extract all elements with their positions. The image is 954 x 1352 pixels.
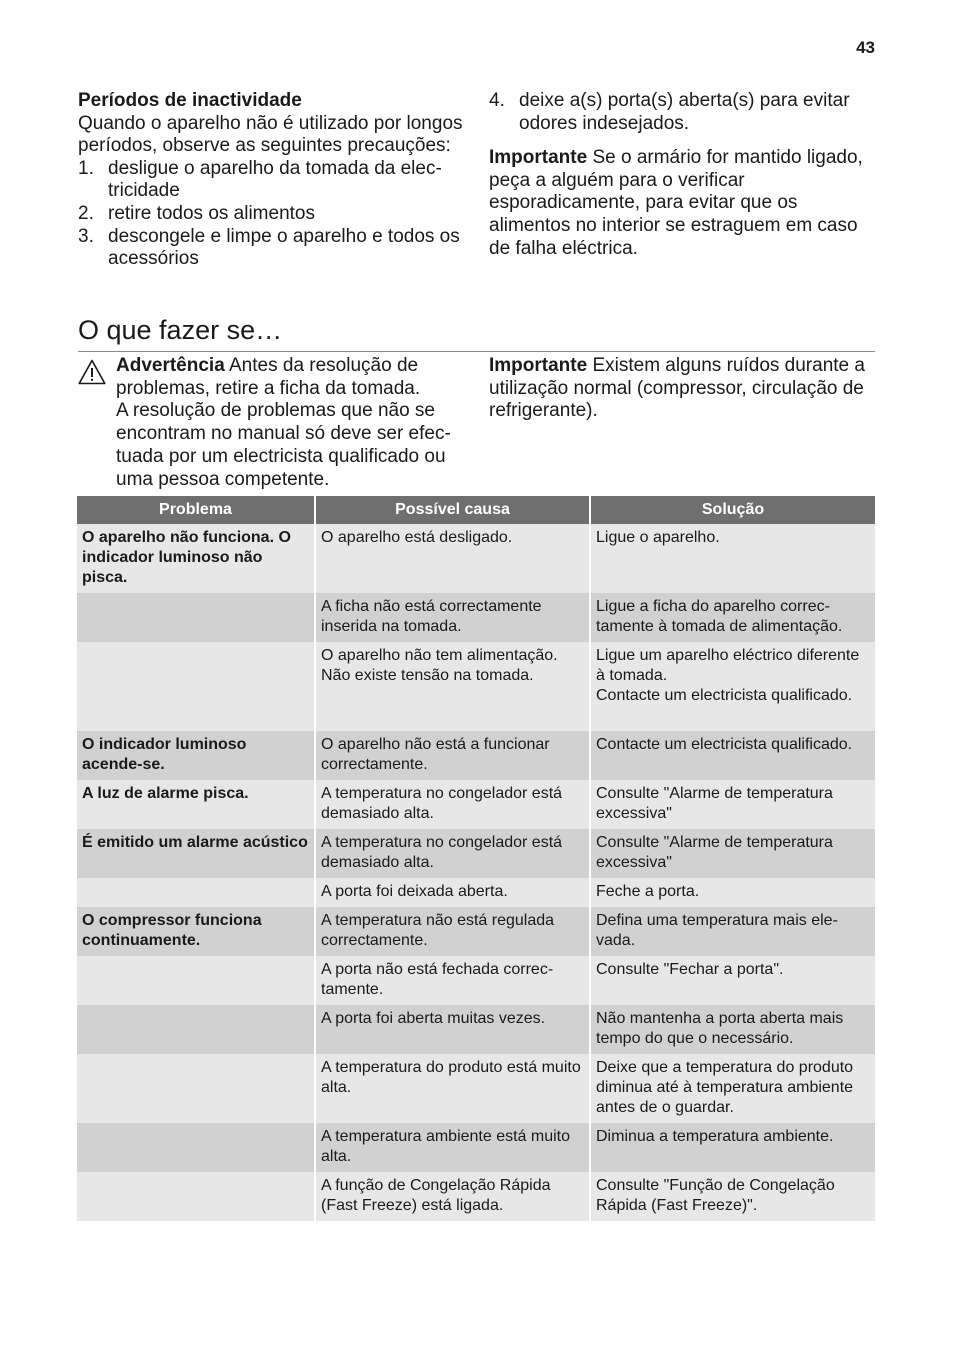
cell-solution: Consulte "Alarme de temperatura excessiva" bbox=[590, 829, 875, 878]
cell-cause: A temperatura ambiente está muito alta. bbox=[315, 1123, 590, 1172]
troubleshooting-table bbox=[77, 496, 875, 1221]
cell-cause: A porta foi deixada aberta. bbox=[315, 878, 590, 907]
inactivity-column-left bbox=[78, 90, 468, 271]
cell-cause: A porta não está fechada correctamente. bbox=[315, 956, 590, 1005]
list-item: 3. descongele e limpe o aparelho e todos os acessórios bbox=[78, 225, 460, 270]
cell-solution: Não mantenha a porta aberta mais tempo do que o necessário. bbox=[590, 1005, 875, 1054]
cell-problem: O indicador luminoso acende-se. bbox=[77, 731, 315, 780]
cell-problem bbox=[77, 593, 315, 642]
cell-problem bbox=[77, 1123, 315, 1172]
warning-triangle-icon bbox=[78, 359, 106, 385]
cell-solution: Consulte "Função de Congelação Rápida (Fast Freeze)". bbox=[590, 1172, 875, 1221]
table-row bbox=[77, 1172, 875, 1221]
inactivity-intro: Quando o aparelho não é utilizado por longos períodos, observe as seguintes precauções: bbox=[78, 112, 463, 157]
header-solution: Solução bbox=[590, 496, 875, 524]
inactivity-important-note: Importante Se o armário for mantido ligado, peça a alguém para o verificar esporadicamente, para evitar que os alimentos no interior se estraguem em caso de falha eléctrica. bbox=[489, 147, 863, 259]
cell-solution: Diminua a temperatura ambiente. bbox=[590, 1123, 875, 1172]
cell-solution: Defina uma temperatura mais elevada. bbox=[590, 907, 875, 956]
cell-problem: É emitido um alarme acústico bbox=[77, 829, 315, 878]
cell-cause: A função de Congelação Rápida (Fast Freeze) está ligada. bbox=[315, 1172, 590, 1221]
cell-solution: Ligue um aparelho eléctrico diferente à tomada. Contacte um electricista qualificado. bbox=[590, 642, 875, 731]
header-cause: Possível causa bbox=[315, 496, 590, 524]
list-item: 2. retire todos os alimentos bbox=[78, 202, 315, 224]
cell-problem bbox=[77, 1005, 315, 1054]
cell-cause: O aparelho não tem alimentação. Não existe tensão na tomada. bbox=[315, 642, 590, 731]
cell-problem: O compressor funciona continuamente. bbox=[77, 907, 315, 956]
inactivity-heading: Períodos de inactividade bbox=[78, 90, 302, 111]
inactivity-steps-continued bbox=[489, 90, 879, 135]
cell-cause: A temperatura do produto está muito alta. bbox=[315, 1054, 590, 1123]
cell-cause: A ficha não está correctamente inserida na tomada. bbox=[315, 593, 590, 642]
cell-cause: A temperatura não está regulada correctamente. bbox=[315, 907, 590, 956]
list-item: 1. desligue o aparelho da tomada da electricidade bbox=[78, 157, 442, 202]
list-item: 4. deixe a(s) porta(s) aberta(s) para evitar odores indesejados. bbox=[489, 90, 850, 134]
cell-problem bbox=[77, 878, 315, 907]
cell-cause: O aparelho não está a funcionar correctamente. bbox=[315, 731, 590, 780]
table-row bbox=[77, 829, 875, 878]
cell-solution: Ligue o aparelho. bbox=[590, 524, 875, 593]
cell-cause: A temperatura no congelador está demasiado alta. bbox=[315, 780, 590, 829]
cell-cause: O aparelho está desligado. bbox=[315, 524, 590, 593]
cell-cause: A temperatura no congelador está demasiado alta. bbox=[315, 829, 590, 878]
cell-solution: Contacte um electricista qualificado. bbox=[590, 731, 875, 780]
table-row bbox=[77, 956, 875, 1005]
cell-solution: Consulte "Fechar a porta". bbox=[590, 956, 875, 1005]
cell-problem bbox=[77, 642, 315, 731]
table-row bbox=[77, 907, 875, 956]
section-title: O que fazer se… bbox=[78, 313, 875, 352]
table-row bbox=[77, 1054, 875, 1123]
table-row bbox=[77, 780, 875, 829]
table-row bbox=[77, 642, 875, 731]
table-row bbox=[77, 1123, 875, 1172]
table-row bbox=[77, 731, 875, 780]
cell-solution: Ligue a ficha do aparelho correctamente à tomada de alimentação. bbox=[590, 593, 875, 642]
page-number: 43 bbox=[856, 38, 875, 57]
table-row bbox=[77, 524, 875, 593]
inactivity-steps bbox=[78, 158, 468, 271]
cell-cause: A porta foi aberta muitas vezes. bbox=[315, 1005, 590, 1054]
table-row bbox=[77, 878, 875, 907]
cell-solution: Deixe que a temperatura do produto diminua até à temperatura ambiente antes de o guardar. bbox=[590, 1054, 875, 1123]
warning-note: Advertência Antes da resolução de problemas, retire a ficha da tomada. A resolução de problemas que não se encontram no manual só deve ser efectuada por um electricista qualificado ou uma pessoa competente. bbox=[78, 355, 470, 491]
cell-problem: O aparelho não funciona. O indicador luminoso não pisca. bbox=[77, 524, 315, 593]
cell-problem bbox=[77, 1054, 315, 1123]
cell-solution: Feche a porta. bbox=[590, 878, 875, 907]
table-row bbox=[77, 593, 875, 642]
table-header-row bbox=[77, 496, 875, 524]
important-noise-note: Importante Existem alguns ruídos durante a utilização normal (compressor, circulação de refrigerante). bbox=[489, 355, 865, 422]
table-row bbox=[77, 1005, 875, 1054]
cell-solution: Consulte "Alarme de temperatura excessiva" bbox=[590, 780, 875, 829]
cell-problem bbox=[77, 956, 315, 1005]
header-problem: Problema bbox=[77, 496, 315, 524]
cell-problem: A luz de alarme pisca. bbox=[77, 780, 315, 829]
inactivity-column-right bbox=[489, 90, 879, 260]
cell-problem bbox=[77, 1172, 315, 1221]
